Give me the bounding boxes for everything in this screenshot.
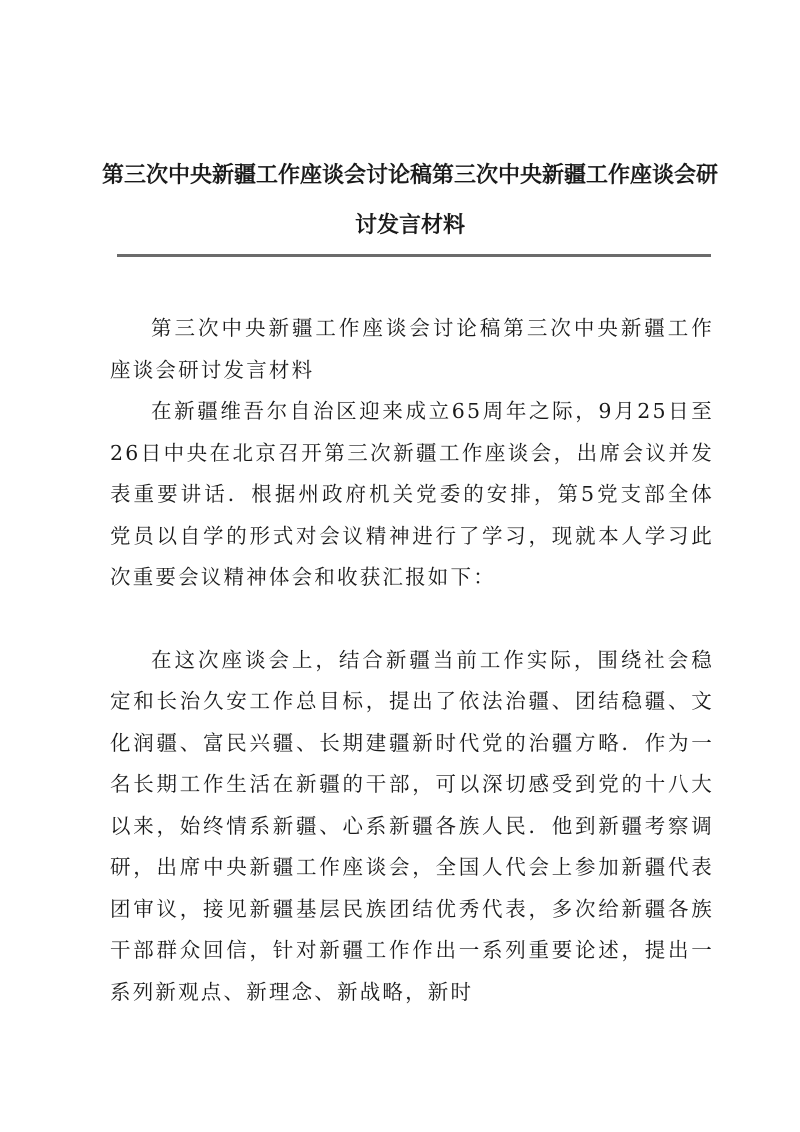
paragraph-1: 第三次中央新疆工作座谈会讨论稿第三次中央新疆工作座谈会研讨发言材料 [110,316,714,382]
title-divider [117,254,711,257]
paragraph-spacer [110,599,714,640]
paragraph-2: 在新疆维吾尔自治区迎来成立65周年之际，9月25日至26日中央在北京召开第三次新疆工作座谈会，出席会议并发表重要讲话．根据州政府机关党委的安排，第5党支部全体党员以自学的形式对会议精神进行了学习，现就本人学习此次重要会议精神体会和收获汇报如下： [110,399,714,589]
document-body [110,308,714,1013]
paragraph-3: 在这次座谈会上，结合新疆当前工作实际，围绕社会稳定和长治久安工作总目标，提出了依法治疆、团结稳疆、文化润疆、富民兴疆、长期建疆新时代党的治疆方略．作为一名长期工作生活在新疆的干部，可以深切感受到党的十八大以来，始终情系新疆、心系新疆各族人民．他到新疆考察调研，出席中央新疆工作座谈会，全国人代会上参加新疆代表团审议，接见新疆基层民族团结优秀代表，多次给新疆各族干部群众回信，针对新疆工作作出一系列重要论述，提出一系列新观点、新理念、新战略，新时 [110,647,714,1004]
document-title: 第三次中央新疆工作座谈会讨论稿第三次中央新疆工作座谈会研讨发言材料 [101,162,718,238]
